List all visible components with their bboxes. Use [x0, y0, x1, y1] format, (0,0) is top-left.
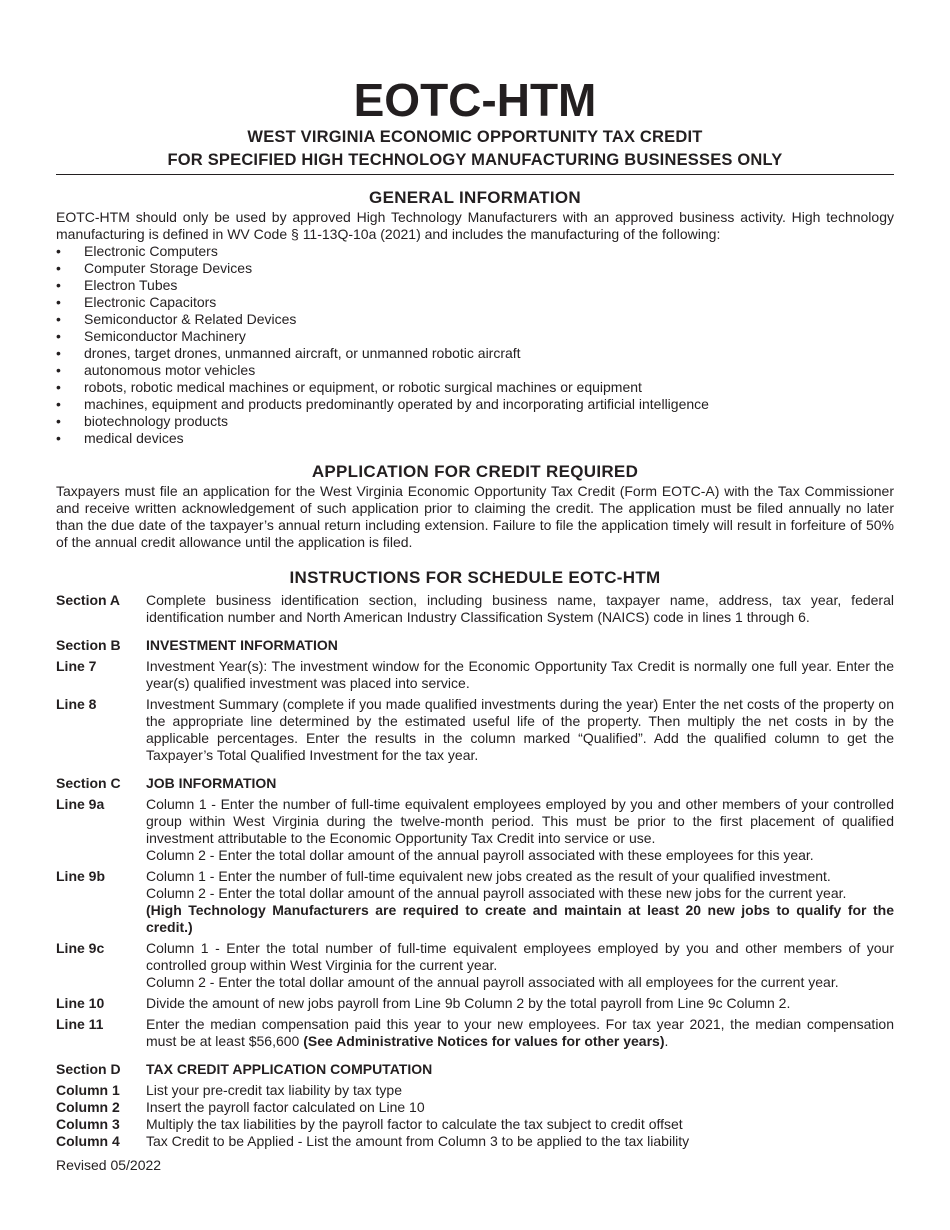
- list-item: • Semiconductor Machinery: [56, 328, 894, 345]
- line-9c-column-2: Column 2 - Enter the total dollar amount of the annual payroll associated with all employees for the current year.: [146, 974, 839, 990]
- line-11-row: [56, 1016, 894, 1050]
- line-9c-row: [56, 940, 894, 991]
- line-9a-row: [56, 796, 894, 864]
- header-divider: [56, 174, 894, 175]
- list-item: • autonomous motor vehicles: [56, 362, 894, 379]
- column-1-label: Column 1: [56, 1082, 120, 1098]
- application-heading: APPLICATION FOR CREDIT REQUIRED: [311, 462, 639, 481]
- revised-date: Revised 05/2022: [56, 1157, 162, 1173]
- column-2-text: Insert the payroll factor calculated on Line 10: [146, 1099, 425, 1115]
- column-1-text: List your pre-credit tax liability by tax type: [146, 1082, 402, 1098]
- instructions-heading: INSTRUCTIONS FOR SCHEDULE EOTC-HTM: [289, 568, 661, 587]
- line-10-text: Divide the amount of new jobs payroll from Line 9b Column 2 by the total payroll from Line 9c Column 2.: [146, 995, 791, 1011]
- list-item: • medical devices: [56, 430, 894, 447]
- list-item: • robots, robotic medical machines or equipment, or robotic surgical machines or equipment: [56, 379, 894, 396]
- section-c-label: Section C: [56, 775, 121, 791]
- list-item: • biotechnology products: [56, 413, 894, 430]
- column-3-text: Multiply the tax liabilities by the payroll factor to calculate the tax subject to credit offset: [146, 1116, 683, 1132]
- column-2-row: [56, 1099, 894, 1116]
- application-text: Taxpayers must file an application for the West Virginia Economic Opportunity Tax Credit (Form EOTC-A) with the Tax Commissioner and receive written acknowledgement of such application prior to claiming the credit. The application must be filed annually no later than the due date of the taxpayer’s annual return including extension. Failure to file the application timely will result in forfeiture of 50% of the annual credit allowance until the application is filed.: [56, 483, 894, 550]
- form-page: [56, 74, 894, 1174]
- section-a-row: [56, 592, 894, 626]
- line-7-label: Line 7: [56, 658, 97, 674]
- line-9c-column-1: Column 1 - Enter the total number of full-time equivalent employees employed by you and other members of your controlled group within West Virginia for the current year.: [146, 940, 894, 973]
- general-information-heading: GENERAL INFORMATION: [369, 188, 581, 207]
- line-9b-body: [146, 868, 894, 936]
- list-item: • drones, target drones, unmanned aircraft, or unmanned robotic aircraft: [56, 345, 894, 362]
- line-9b-row: [56, 868, 894, 936]
- section-b-title: INVESTMENT INFORMATION: [146, 637, 338, 653]
- line-9a-body: [146, 796, 894, 864]
- section-c-row: [56, 775, 894, 792]
- column-4-row: [56, 1133, 894, 1150]
- line-11-body: [146, 1016, 894, 1050]
- list-item: • Electronic Computers: [56, 243, 894, 260]
- line-11-label: Line 11: [56, 1016, 104, 1032]
- line-10-row: [56, 995, 894, 1012]
- list-item: • Computer Storage Devices: [56, 260, 894, 277]
- line-11-administrative-notice: (See Administrative Notices for values for other years): [303, 1033, 665, 1049]
- subtitle-line-2: FOR SPECIFIED HIGH TECHNOLOGY MANUFACTURING BUSINESSES ONLY: [167, 151, 783, 169]
- section-a-label: Section A: [56, 592, 121, 608]
- line-11-period: .: [664, 1033, 669, 1049]
- column-4-label: Column 4: [56, 1133, 120, 1149]
- column-4-text: Tax Credit to be Applied - List the amount from Column 3 to be applied to the tax liability: [146, 1133, 690, 1149]
- subtitle-line-1: WEST VIRGINIA ECONOMIC OPPORTUNITY TAX CREDIT: [247, 128, 703, 146]
- line-9a-column-1: Column 1 - Enter the number of full-time equivalent employees employed by you and other members of your controlled group within West Virginia during the twelve-month period. This must be prior to the first placement of qualified investment attributable to the Economic Opportunity Tax Credit into service or use.: [146, 796, 894, 846]
- general-intro: EOTC-HTM should only be used by approved High Technology Manufacturers with an approved business activity. High technology manufacturing is defined in WV Code § 11-13Q-10a (2021) and includes the manufacturing of the following:: [56, 209, 894, 242]
- section-d-label: Section D: [56, 1061, 121, 1077]
- list-item: • Electronic Capacitors: [56, 294, 894, 311]
- list-item: • machines, equipment and products predominantly operated by and incorporating artificial intelligence: [56, 396, 894, 413]
- line-9c-label: Line 9c: [56, 940, 105, 956]
- line-9b-column-2: Column 2 - Enter the total dollar amount of the annual payroll associated with these new jobs for the current year.: [146, 885, 847, 901]
- section-b-row: [56, 637, 894, 654]
- section-d-row: [56, 1061, 894, 1078]
- section-c-title: JOB INFORMATION: [146, 775, 277, 791]
- line-9b-requirement-note: (High Technology Manufacturers are required to create and maintain at least 20 new jobs to qualify for the credit.): [146, 902, 894, 935]
- section-a-text: Complete business identification section, including business name, taxpayer name, address, tax year, federal identification number and North American Industry Classification System (NAICS) code in lines 1 through 6.: [146, 592, 894, 625]
- list-item: • Electron Tubes: [56, 277, 894, 294]
- line-7-row: [56, 658, 894, 692]
- form-code-title: EOTC-HTM: [353, 74, 597, 126]
- manufacturing-list: [56, 243, 894, 447]
- line-8-row: [56, 696, 894, 764]
- line-8-text: Investment Summary (complete if you made qualified investments during the year) Enter the net costs of the property on the appropriate line determined by the estimated useful life of the property. Then multiply the net costs in by the applicable percentages. Enter the results in the column marked “Qualified”. Add the qualified column to get the Taxpayer’s Total Qualified Investment for the tax year.: [146, 696, 894, 763]
- column-3-row: [56, 1116, 894, 1133]
- line-9a-label: Line 9a: [56, 796, 105, 812]
- list-item: • Semiconductor & Related Devices: [56, 311, 894, 328]
- column-1-row: [56, 1082, 894, 1099]
- line-8-label: Line 8: [56, 696, 97, 712]
- line-10-label: Line 10: [56, 995, 105, 1011]
- section-d-title: TAX CREDIT APPLICATION COMPUTATION: [146, 1061, 433, 1077]
- section-b-label: Section B: [56, 637, 121, 653]
- line-9c-body: [146, 940, 894, 991]
- line-7-text: Investment Year(s): The investment window for the Economic Opportunity Tax Credit is normally one full year. Enter the year(s) qualified investment was placed into service.: [146, 658, 894, 691]
- line-9a-column-2: Column 2 - Enter the total dollar amount of the annual payroll associated with these employees for this year.: [146, 847, 814, 863]
- column-3-label: Column 3: [56, 1116, 120, 1132]
- line-11-text: Enter the median compensation paid this year to your new employees. For tax year 2021, the median compensation must be at least $56,600: [146, 1016, 894, 1049]
- line-9b-label: Line 9b: [56, 868, 106, 884]
- column-2-label: Column 2: [56, 1099, 120, 1115]
- line-9b-column-1: Column 1 - Enter the number of full-time equivalent new jobs created as the result of your qualified investment.: [146, 868, 831, 884]
